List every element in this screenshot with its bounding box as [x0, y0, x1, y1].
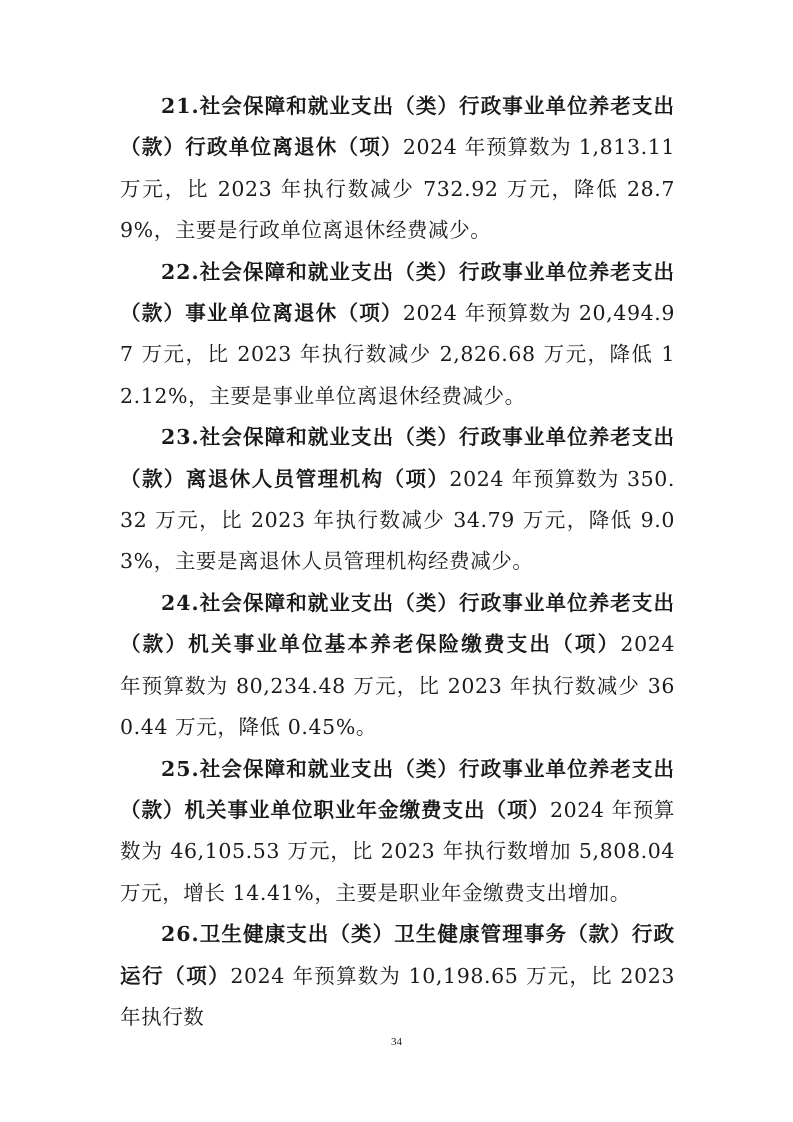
- paragraph-21: [120, 86, 675, 252]
- paragraph-26: [120, 914, 675, 1038]
- paragraph-body: 2024 年预算数为 80,234.48 万元，比 2023 年执行数减少 360.44 万元，降低 0.45%。: [120, 632, 675, 740]
- paragraph-body: 2024 年预算数为 350.32 万元，比 2023 年执行数减少 34.79 万元，降低 9.03%，主要是离退休人员管理机构经费减少。: [120, 466, 675, 574]
- document-page: [120, 86, 675, 1038]
- paragraph-body: 2024 年预算数为 1,813.11 万元，比 2023 年执行数减少 732.92 万元，降低 28.79%，主要是行政单位离退休经费减少。: [120, 135, 675, 243]
- paragraph-body: 2024 年预算数为 10,198.65 万元，比 2023 年执行数: [120, 963, 676, 1029]
- paragraph-25: [120, 749, 675, 915]
- paragraph-23: [120, 417, 675, 583]
- paragraph-heading: 22.社会保障和就业支出（类）行政事业单位养老支出（款）事业单位离退休（项）: [120, 259, 675, 326]
- paragraph-body: 2024 年预算数为 20,494.97 万元，比 2023 年执行数减少 2,826.68 万元，降低 12.12%，主要是事业单位离退休经费减少。: [120, 301, 675, 408]
- paragraph-heading: 25.社会保障和就业支出（类）行政事业单位养老支出（款）机关事业单位职业年金缴费支出（项）: [120, 756, 675, 822]
- paragraph-24: [120, 583, 675, 749]
- paragraph-heading: 24.社会保障和就业支出（类）行政事业单位养老支出（款）机关事业单位基本养老保险缴费支出（项）: [120, 590, 675, 657]
- paragraph-22: [120, 252, 675, 418]
- paragraph-heading: 23.社会保障和就业支出（类）行政事业单位养老支出（款）离退休人员管理机构（项）: [120, 425, 675, 491]
- paragraph-heading: 26.卫生健康支出（类）卫生健康管理事务（款）行政运行（项）: [120, 922, 675, 988]
- paragraph-heading: 21.社会保障和就业支出（类）行政事业单位养老支出（款）行政单位离退休（项）: [120, 94, 675, 160]
- paragraph-body: 2024 年预算数为 46,105.53 万元，比 2023 年执行数增加 5,808.04 万元，增长 14.41%，主要是职业年金缴费支出增加。: [120, 797, 675, 905]
- page-number: 34: [391, 1036, 402, 1048]
